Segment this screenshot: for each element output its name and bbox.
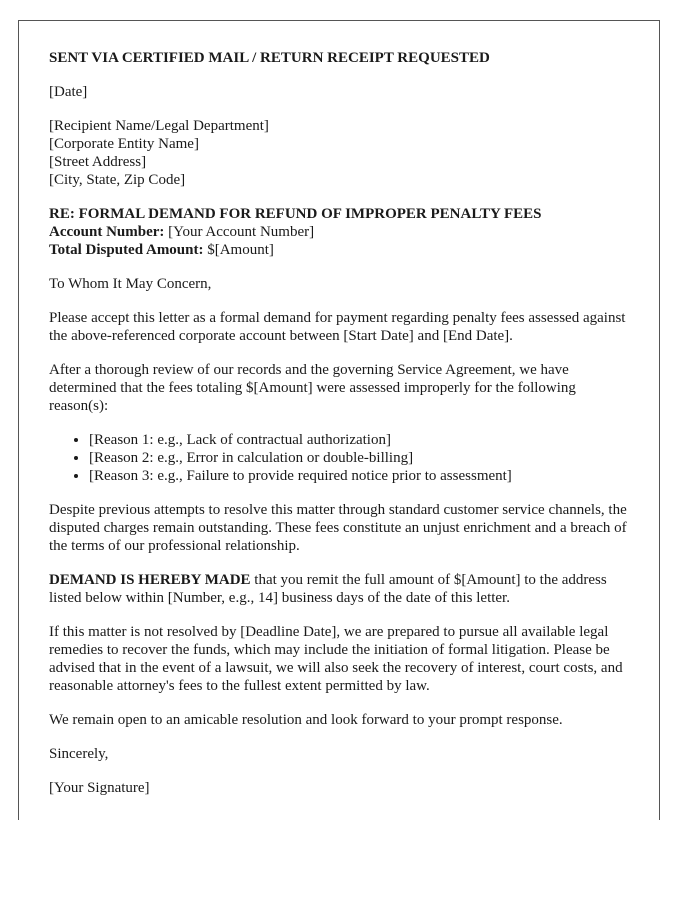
paragraph-review: After a thorough review of our records and the governing Service Agreement, we have determined that the fees totaling $[Amount] were assessed improperly for the following reason(s): [49, 362, 576, 414]
reasons-list [49, 431, 629, 485]
subject-block [49, 205, 629, 259]
recipient-name: [Recipient Name/Legal Department] [49, 118, 269, 134]
recipient-entity: [Corporate Entity Name] [49, 136, 199, 152]
letter-page [18, 20, 660, 820]
paragraph-legal-remedies: If this matter is not resolved by [Deadline Date], we are prepared to pursue all available legal remedies to recover the funds, which may include the initiation of formal litigation. Please be advised that in the event of a lawsuit, we will also seek the recovery of interest, court costs, and reasonable attorney's fees to the fullest extent permitted by law. [49, 624, 623, 694]
salutation: To Whom It May Concern, [49, 276, 212, 292]
list-item: • [Reason 3: e.g., Failure to provide required notice prior to assessment] [89, 467, 629, 485]
recipient-street: [Street Address] [49, 154, 147, 170]
paragraph-resolution: We remain open to an amicable resolution and look forward to your prompt response. [49, 712, 563, 728]
demand-heading: DEMAND IS HEREBY MADE [49, 572, 251, 588]
signature: [Your Signature] [49, 780, 150, 796]
account-number-line [49, 223, 629, 241]
list-item: • [Reason 1: e.g., Lack of contractual authorization] [89, 431, 629, 449]
recipient-address [49, 117, 629, 189]
paragraph-previous-attempts: Despite previous attempts to resolve this matter through standard customer service channels, the disputed charges remain outstanding. These fees constitute an unjust enrichment and a breach of the terms of our professional relationship. [49, 502, 627, 554]
mail-notice: SENT VIA CERTIFIED MAIL / RETURN RECEIPT REQUESTED [49, 50, 490, 66]
paragraph-intro: Please accept this letter as a formal demand for payment regarding penalty fees assessed against the above-referenced corporate account between [Start Date] and [End Date]. [49, 310, 626, 344]
disputed-amount-label: Total Disputed Amount: [49, 242, 204, 258]
disputed-amount-value: $[Amount] [203, 242, 274, 258]
closing: Sincerely, [49, 746, 109, 762]
list-item: • [Reason 2: e.g., Error in calculation or double-billing] [89, 449, 629, 467]
account-number-value: [Your Account Number] [164, 224, 315, 240]
recipient-city: [City, State, Zip Code] [49, 172, 186, 188]
paragraph-demand [49, 571, 629, 607]
demand-text: that you remit the full amount of $[Amount] to the address listed below within [Number, e.g., 14] business days of the date of this letter. [49, 572, 607, 606]
letter-date: [Date] [49, 84, 88, 100]
re-line: RE: FORMAL DEMAND FOR REFUND OF IMPROPER PENALTY FEES [49, 206, 542, 222]
account-number-label: Account Number: [49, 224, 165, 240]
disputed-amount-line [49, 241, 629, 259]
